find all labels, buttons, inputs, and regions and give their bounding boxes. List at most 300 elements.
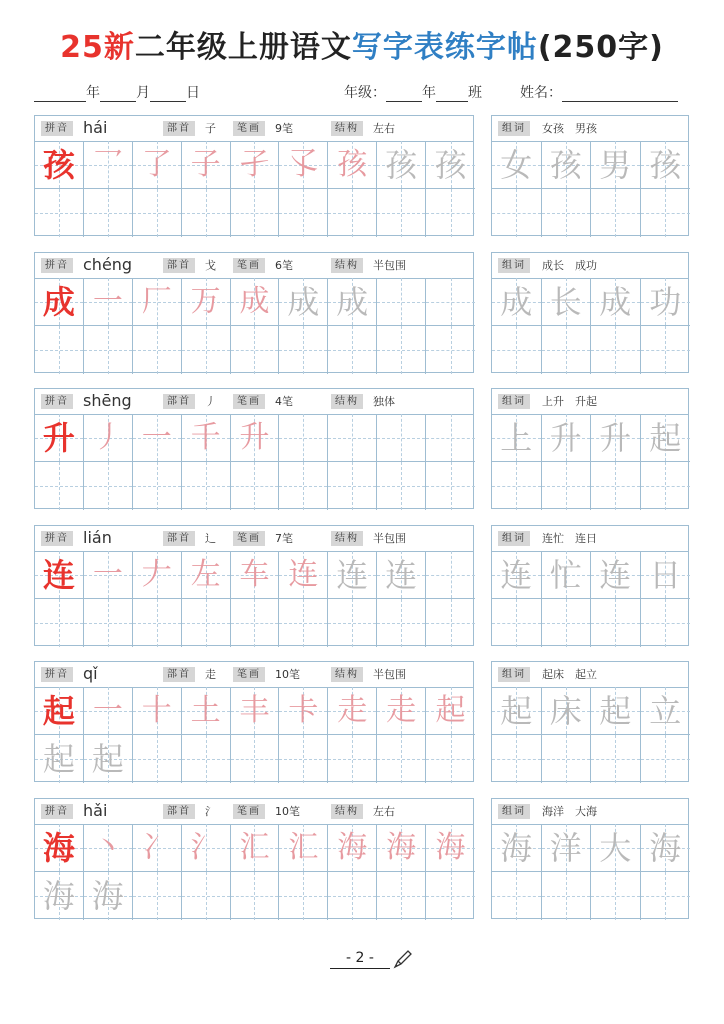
writing-grid <box>35 414 473 508</box>
writing-cell[interactable] <box>377 141 426 189</box>
word-cell[interactable] <box>641 599 691 647</box>
writing-cell[interactable] <box>377 824 426 872</box>
word-character: 成 <box>500 282 533 321</box>
writing-cell[interactable] <box>377 414 426 462</box>
writing-cell[interactable] <box>328 599 377 647</box>
radical-tag: 部首 <box>163 531 195 546</box>
word-character: 升 <box>599 418 632 457</box>
stroke-step-character: 卡 <box>288 692 319 728</box>
writing-cell[interactable] <box>84 189 133 237</box>
word-cell[interactable] <box>641 462 691 510</box>
stroke-step-character: 汇 <box>288 829 319 865</box>
words-tag: 组词 <box>498 667 530 682</box>
strokes-tag: 笔画 <box>233 667 265 682</box>
word-cell[interactable] <box>492 141 542 189</box>
writing-cell[interactable] <box>35 687 84 735</box>
writing-cell[interactable] <box>328 141 377 189</box>
writing-cell[interactable] <box>426 687 475 735</box>
writing-cell[interactable] <box>84 462 133 510</box>
writing-cell[interactable] <box>426 735 475 783</box>
writing-cell[interactable] <box>279 189 328 237</box>
word-block-hái <box>491 115 689 236</box>
word-character: 起 <box>649 418 682 457</box>
stroke-step-character: 一 <box>92 283 123 319</box>
word-cell[interactable] <box>492 599 542 647</box>
character-info-header <box>35 253 473 279</box>
writing-cell[interactable] <box>328 326 377 374</box>
structure-value: 左右 <box>373 122 395 135</box>
word-cell[interactable] <box>591 824 641 872</box>
word-cell[interactable] <box>492 462 542 510</box>
stroke-step-character: 子 <box>190 146 221 182</box>
word-cell[interactable] <box>591 551 641 599</box>
writing-cell[interactable] <box>328 278 377 326</box>
radical-value: 戈 <box>205 259 216 272</box>
writing-cell[interactable] <box>377 189 426 237</box>
page-number: - 2 - <box>330 950 390 969</box>
word-cell[interactable] <box>492 414 542 462</box>
writing-cell[interactable] <box>133 872 182 920</box>
stroke-step-character: 起 <box>435 692 466 728</box>
word-cell[interactable] <box>591 189 641 237</box>
word-cell[interactable] <box>492 326 542 374</box>
word-cell[interactable] <box>492 551 542 599</box>
pinyin-tag: 拼音 <box>41 804 73 819</box>
structure-value: 半包围 <box>373 259 406 272</box>
pinyin-tag: 拼音 <box>41 121 73 136</box>
writing-cell[interactable] <box>35 824 84 872</box>
character-info-header <box>35 526 473 552</box>
word-grid <box>492 141 688 235</box>
radical-value: 子 <box>205 122 216 135</box>
word-cell[interactable] <box>492 872 542 920</box>
writing-cell[interactable] <box>279 824 328 872</box>
word-header <box>492 662 688 688</box>
stroke-step-character: 孩 <box>337 146 368 182</box>
word-cell[interactable] <box>492 824 542 872</box>
word-cell[interactable] <box>591 872 641 920</box>
writing-cell[interactable] <box>35 189 84 237</box>
writing-cell[interactable] <box>426 824 475 872</box>
stroke-step-character: 升 <box>239 419 270 455</box>
writing-cell[interactable] <box>133 414 182 462</box>
word-grid <box>492 551 688 645</box>
writing-cell[interactable] <box>182 141 231 189</box>
word-cell[interactable] <box>542 189 592 237</box>
writing-cell[interactable] <box>84 141 133 189</box>
word-cell[interactable] <box>542 687 592 735</box>
radical-tag: 部首 <box>163 258 195 273</box>
word-character: 功 <box>649 282 682 321</box>
character-info-header <box>35 389 473 415</box>
writing-cell[interactable] <box>377 551 426 599</box>
stroke-step-character: 左 <box>190 556 221 592</box>
writing-cell[interactable] <box>377 278 426 326</box>
stroke-step-character: 起 <box>91 740 124 778</box>
info-row <box>34 82 690 104</box>
writing-cell[interactable] <box>182 735 231 783</box>
word-cell[interactable] <box>591 326 641 374</box>
word-cell[interactable] <box>641 189 691 237</box>
writing-cell[interactable] <box>35 462 84 510</box>
word-header <box>492 253 688 279</box>
strokes-tag: 笔画 <box>233 258 265 273</box>
practice-block-qǐ <box>34 661 474 782</box>
word-cell[interactable] <box>591 414 641 462</box>
word-character: 立 <box>649 691 682 730</box>
radical-tag: 部首 <box>163 667 195 682</box>
pinyin-value: shēng <box>83 391 132 410</box>
writing-cell[interactable] <box>231 326 280 374</box>
pinyin-value: lián <box>83 528 112 547</box>
writing-cell[interactable] <box>182 872 231 920</box>
word-cell[interactable] <box>641 326 691 374</box>
word-character: 忙 <box>549 555 582 594</box>
word-character: 孩 <box>649 145 682 184</box>
strokes-tag: 笔画 <box>233 531 265 546</box>
stroke-step-character: 海 <box>386 829 417 865</box>
strokes-value: 10笔 <box>275 668 300 681</box>
strokes-tag: 笔画 <box>233 121 265 136</box>
stroke-step-character: 成 <box>287 282 320 321</box>
word-cell[interactable] <box>641 141 691 189</box>
word-character: 连 <box>599 555 632 594</box>
writing-cell[interactable] <box>133 687 182 735</box>
stroke-step-character: 孓 <box>288 146 319 182</box>
word-character: 长 <box>549 282 582 321</box>
writing-cell[interactable] <box>84 414 133 462</box>
writing-cell[interactable] <box>231 735 280 783</box>
writing-cell[interactable] <box>133 599 182 647</box>
stroke-step-character: 乛 <box>92 146 123 182</box>
words-value: 上升 升起 <box>542 395 597 408</box>
writing-cell[interactable] <box>426 414 475 462</box>
writing-cell[interactable] <box>279 735 328 783</box>
pinyin-value: hǎi <box>83 801 108 820</box>
writing-cell[interactable] <box>182 414 231 462</box>
word-cell[interactable] <box>542 414 592 462</box>
stroke-step-character: 万 <box>190 283 221 319</box>
word-character: 海 <box>649 828 682 867</box>
word-header <box>492 526 688 552</box>
writing-cell[interactable] <box>328 735 377 783</box>
stroke-step-character: 千 <box>190 419 221 455</box>
word-cell[interactable] <box>641 872 691 920</box>
writing-cell[interactable] <box>84 599 133 647</box>
grade-field[interactable] <box>344 82 482 102</box>
stroke-step-character: 车 <box>239 556 270 592</box>
character-info-header <box>35 116 473 142</box>
writing-cell[interactable] <box>133 141 182 189</box>
writing-cell[interactable] <box>426 278 475 326</box>
writing-cell[interactable] <box>377 462 426 510</box>
word-cell[interactable] <box>542 599 592 647</box>
pinyin-tag: 拼音 <box>41 258 73 273</box>
word-cell[interactable] <box>641 278 691 326</box>
writing-cell[interactable] <box>133 735 182 783</box>
grade-label: 年级： <box>344 85 386 101</box>
word-cell[interactable] <box>641 414 691 462</box>
writing-cell[interactable] <box>84 551 133 599</box>
radical-tag: 部首 <box>163 394 195 409</box>
writing-cell[interactable] <box>35 278 84 326</box>
word-cell[interactable] <box>542 551 592 599</box>
model-character: 成 <box>42 282 75 321</box>
writing-cell[interactable] <box>279 414 328 462</box>
pinyin-tag: 拼音 <box>41 531 73 546</box>
writing-cell[interactable] <box>182 824 231 872</box>
radical-value: 走 <box>205 668 216 681</box>
writing-cell[interactable] <box>377 326 426 374</box>
word-cell[interactable] <box>641 687 691 735</box>
stroke-step-character: 起 <box>42 740 75 778</box>
writing-cell[interactable] <box>84 735 133 783</box>
words-tag: 组词 <box>498 121 530 136</box>
stroke-step-character: 丶 <box>92 829 123 865</box>
word-block-lián <box>491 525 689 646</box>
stroke-step-character: 冫 <box>141 829 172 865</box>
writing-cell[interactable] <box>426 189 475 237</box>
writing-cell[interactable] <box>377 599 426 647</box>
words-tag: 组词 <box>498 531 530 546</box>
writing-cell[interactable] <box>328 824 377 872</box>
writing-cell[interactable] <box>133 326 182 374</box>
writing-cell[interactable] <box>231 189 280 237</box>
writing-cell[interactable] <box>182 278 231 326</box>
stroke-step-character: 成 <box>336 282 369 321</box>
word-cell[interactable] <box>492 278 542 326</box>
writing-cell[interactable] <box>35 872 84 920</box>
word-header <box>492 799 688 825</box>
writing-cell[interactable] <box>328 414 377 462</box>
writing-cell[interactable] <box>133 462 182 510</box>
writing-cell[interactable] <box>84 326 133 374</box>
word-character: 起 <box>599 691 632 730</box>
word-cell[interactable] <box>641 824 691 872</box>
writing-cell[interactable] <box>84 687 133 735</box>
structure-tag: 结构 <box>331 667 363 682</box>
writing-cell[interactable] <box>84 824 133 872</box>
writing-cell[interactable] <box>231 824 280 872</box>
writing-cell[interactable] <box>279 687 328 735</box>
word-cell[interactable] <box>641 735 691 783</box>
writing-cell[interactable] <box>231 872 280 920</box>
writing-cell[interactable] <box>279 278 328 326</box>
title-count: (250字) <box>537 30 664 65</box>
pinyin-value: hái <box>83 118 108 137</box>
word-cell[interactable] <box>542 278 592 326</box>
writing-cell[interactable] <box>133 278 182 326</box>
pinyin-value: qǐ <box>83 664 98 683</box>
writing-cell[interactable] <box>426 872 475 920</box>
word-grid <box>492 824 688 918</box>
structure-value: 半包围 <box>373 668 406 681</box>
writing-cell[interactable] <box>231 551 280 599</box>
year-label: 年 <box>86 85 100 101</box>
stroke-step-character: 海 <box>42 877 75 915</box>
stroke-step-character: 孑 <box>239 146 270 182</box>
writing-cell[interactable] <box>35 141 84 189</box>
pinyin-tag: 拼音 <box>41 394 73 409</box>
writing-cell[interactable] <box>182 326 231 374</box>
writing-cell[interactable] <box>182 687 231 735</box>
radical-tag: 部首 <box>163 804 195 819</box>
writing-cell[interactable] <box>426 551 475 599</box>
word-cell[interactable] <box>641 551 691 599</box>
writing-cell[interactable] <box>35 599 84 647</box>
character-info-header <box>35 799 473 825</box>
word-block-qǐ <box>491 661 689 782</box>
stroke-step-character: 海 <box>435 829 466 865</box>
pen-icon <box>392 948 414 970</box>
word-character: 床 <box>549 691 582 730</box>
class-label: 班 <box>468 85 482 101</box>
structure-value: 独体 <box>373 395 395 408</box>
word-cell[interactable] <box>542 326 592 374</box>
writing-cell[interactable] <box>35 735 84 783</box>
strokes-tag: 笔画 <box>233 394 265 409</box>
writing-cell[interactable] <box>231 141 280 189</box>
model-character: 连 <box>42 555 75 594</box>
word-cell[interactable] <box>542 872 592 920</box>
writing-cell[interactable] <box>182 599 231 647</box>
name-field[interactable] <box>520 82 678 102</box>
word-cell[interactable] <box>542 141 592 189</box>
writing-cell[interactable] <box>328 462 377 510</box>
radical-value: 氵 <box>205 805 216 818</box>
writing-cell[interactable] <box>133 551 182 599</box>
writing-grid <box>35 824 473 918</box>
writing-cell[interactable] <box>279 326 328 374</box>
writing-cell[interactable] <box>133 824 182 872</box>
structure-value: 左右 <box>373 805 395 818</box>
practice-block-hái <box>34 115 474 236</box>
writing-cell[interactable] <box>426 326 475 374</box>
writing-cell[interactable] <box>182 189 231 237</box>
word-cell[interactable] <box>591 599 641 647</box>
word-grid <box>492 687 688 781</box>
stroke-step-character: 𠂇 <box>141 556 172 592</box>
writing-cell[interactable] <box>328 872 377 920</box>
word-cell[interactable] <box>591 278 641 326</box>
strokes-value: 4笔 <box>275 395 293 408</box>
writing-cell[interactable] <box>279 599 328 647</box>
pinyin-tag: 拼音 <box>41 667 73 682</box>
pinyin-value: chéng <box>83 255 133 274</box>
word-cell[interactable] <box>492 735 542 783</box>
words-tag: 组词 <box>498 804 530 819</box>
writing-cell[interactable] <box>182 462 231 510</box>
writing-cell[interactable] <box>328 687 377 735</box>
word-character: 成 <box>599 282 632 321</box>
structure-tag: 结构 <box>331 394 363 409</box>
stroke-step-character: 一 <box>92 556 123 592</box>
writing-cell[interactable] <box>279 462 328 510</box>
strokes-tag: 笔画 <box>233 804 265 819</box>
model-character: 孩 <box>42 145 75 184</box>
writing-cell[interactable] <box>279 141 328 189</box>
writing-cell[interactable] <box>35 551 84 599</box>
name-label: 姓名： <box>520 85 562 101</box>
writing-grid <box>35 687 473 781</box>
stroke-step-character: 孩 <box>434 145 467 184</box>
writing-cell[interactable] <box>84 872 133 920</box>
word-cell[interactable] <box>591 141 641 189</box>
writing-cell[interactable] <box>279 551 328 599</box>
title-subject: 写字表练字帖 <box>351 30 538 65</box>
writing-cell[interactable] <box>426 462 475 510</box>
word-cell[interactable] <box>542 735 592 783</box>
stroke-step-character: 丿 <box>92 419 123 455</box>
writing-cell[interactable] <box>328 551 377 599</box>
writing-cell[interactable] <box>231 687 280 735</box>
grade-suffix: 年 <box>422 85 436 101</box>
word-cell[interactable] <box>492 687 542 735</box>
word-cell[interactable] <box>542 824 592 872</box>
writing-cell[interactable] <box>231 414 280 462</box>
word-character: 孩 <box>549 145 582 184</box>
word-block-hǎi <box>491 798 689 919</box>
words-value: 连忙 连日 <box>542 532 597 545</box>
radical-value: 丿 <box>205 395 216 408</box>
stroke-step-character: 海 <box>337 829 368 865</box>
structure-value: 半包围 <box>373 532 406 545</box>
writing-cell[interactable] <box>231 278 280 326</box>
word-character: 女 <box>500 145 533 184</box>
stroke-step-character: 成 <box>239 283 270 319</box>
model-character: 海 <box>42 828 75 867</box>
word-character: 男 <box>599 145 632 184</box>
writing-cell[interactable] <box>182 551 231 599</box>
writing-cell[interactable] <box>377 735 426 783</box>
stroke-step-character: 土 <box>190 692 221 728</box>
month-label: 月 <box>136 85 150 101</box>
stroke-step-character: 汇 <box>239 829 270 865</box>
writing-grid <box>35 551 473 645</box>
writing-cell[interactable] <box>377 872 426 920</box>
writing-cell[interactable] <box>35 414 84 462</box>
writing-grid <box>35 278 473 372</box>
writing-cell[interactable] <box>35 326 84 374</box>
word-cell[interactable] <box>542 462 592 510</box>
writing-cell[interactable] <box>133 189 182 237</box>
writing-cell[interactable] <box>279 872 328 920</box>
word-cell[interactable] <box>591 735 641 783</box>
writing-cell[interactable] <box>426 141 475 189</box>
word-block-chéng <box>491 252 689 373</box>
stroke-step-character: 一 <box>92 692 123 728</box>
writing-cell[interactable] <box>377 687 426 735</box>
date-field[interactable] <box>34 82 200 102</box>
title-year: 25新 <box>60 30 135 65</box>
stroke-step-character: 连 <box>385 555 418 594</box>
word-character: 大 <box>599 828 632 867</box>
words-value: 成长 成功 <box>542 259 597 272</box>
practice-block-lián <box>34 525 474 646</box>
writing-cell[interactable] <box>231 599 280 647</box>
writing-cell[interactable] <box>426 599 475 647</box>
word-header <box>492 389 688 415</box>
writing-cell[interactable] <box>84 278 133 326</box>
writing-cell[interactable] <box>231 462 280 510</box>
word-character: 上 <box>500 418 533 457</box>
stroke-step-character: 厂 <box>141 283 172 319</box>
word-cell[interactable] <box>492 189 542 237</box>
word-cell[interactable] <box>591 687 641 735</box>
writing-cell[interactable] <box>328 189 377 237</box>
word-cell[interactable] <box>591 462 641 510</box>
structure-tag: 结构 <box>331 258 363 273</box>
